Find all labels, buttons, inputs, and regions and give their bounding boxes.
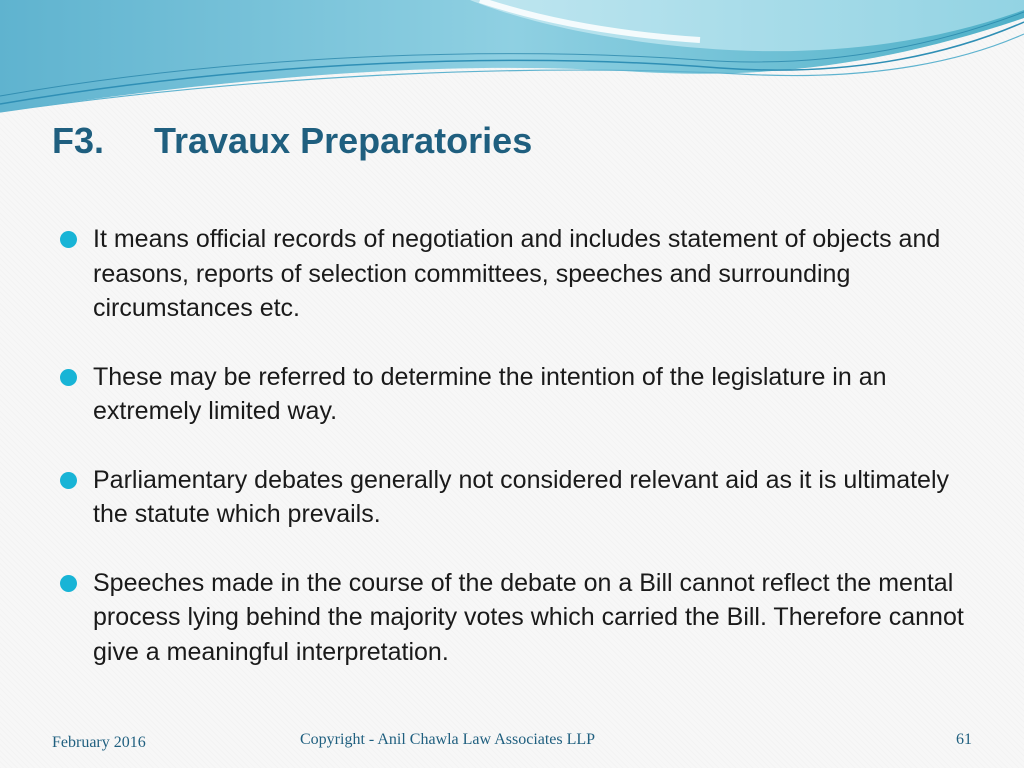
bullet-dot-icon	[60, 472, 77, 489]
bullet-item	[60, 222, 970, 326]
bullet-dot-icon	[60, 575, 77, 592]
bullet-text: These may be referred to determine the intention of the legislature in an extremely limited way.	[93, 362, 887, 425]
footer-page-number: 61	[956, 731, 972, 748]
bullet-dot-icon	[60, 231, 77, 248]
bullet-item	[60, 463, 970, 532]
slide-title	[52, 120, 532, 162]
footer-date: February 2016	[52, 734, 146, 751]
decorative-wave-header	[0, 0, 1024, 120]
slide-title-text: Travaux Preparatories	[154, 120, 533, 161]
bullet-text: Parliamentary debates generally not considered relevant aid as it is ultimately the statute which prevails.	[93, 465, 950, 528]
bullet-item	[60, 566, 970, 670]
bullet-text: Speeches made in the course of the debate on a Bill cannot reflect the mental process lying behind the majority votes which carried the Bill. Therefore cannot give a meaningful interpretation.	[93, 568, 964, 666]
bullet-list	[60, 222, 970, 669]
bullet-dot-icon	[60, 369, 77, 386]
footer-copyright: Copyright - Anil Chawla Law Associates LLP	[300, 731, 596, 748]
bullet-text: It means official records of negotiation and includes statement of objects and reasons, reports of selection committees, speeches and surrounding circumstances etc.	[93, 225, 941, 322]
bullet-item	[60, 360, 970, 429]
slide-title-number: F3.	[52, 120, 105, 161]
